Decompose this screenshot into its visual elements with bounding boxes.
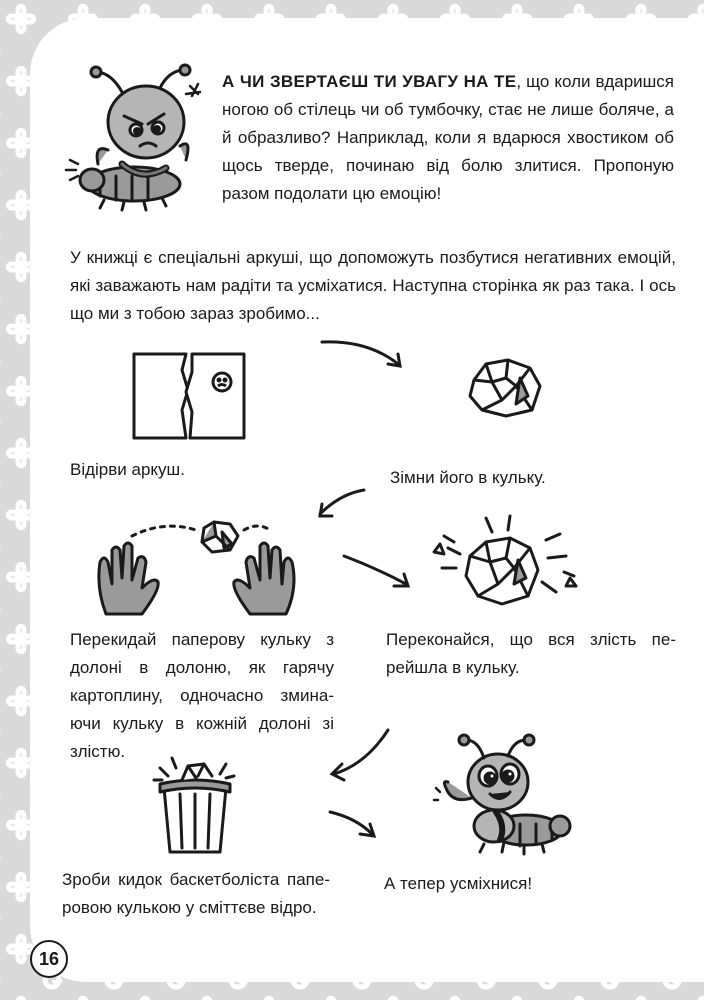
smiling-caterpillar-illustration [434,734,574,864]
step-5-caption: Зроби кидок баскетболіста паперовою кулькою у сміттєве відро. [62,870,330,917]
step-4-caption: Переконайся, що вся злість перейшла в кульку. [386,630,676,677]
arrow-1 [318,336,408,376]
step-1-caption: Відірви аркуш. [70,460,185,479]
instructions-paragraph-text: У книжці є спеціальні аркуші, що допоможуть позбутися негативних емоцій, які заважають нам радіти та усміхатися. Наступна сторінка як раз така. І ось що ми з тобою зараз зробимо... [70,248,676,323]
hands-tossing-ball-illustration [92,518,302,626]
torn-page-illustration [130,350,250,442]
angry-paper-ball-illustration [430,512,580,622]
trash-bin-illustration [150,754,240,858]
step-2-caption: Зімни його в кульку. [390,468,546,487]
arrow-3 [340,550,416,592]
crumpled-paper-ball-illustration [466,356,546,420]
step-6-caption: А тепер усміхнися! [384,874,533,893]
angry-caterpillar-illustration [64,64,216,214]
arrow-4 [326,726,396,782]
intro-body: , що коли вдаришся ногою об стілець чи об тумбочку, стає не лише боляче, а й образливо? Наприклад, коли я вдаpюся хвостиком об щось тверде, починаю від болю злитися. Пропоную разом подолати цю емоцію! [222,72,675,203]
intro-text [222,68,674,208]
page-number: 16 [30,940,68,978]
step-3-caption: Перекидай паперову кульку з долоні в долоню, як гарячу картоплину, одночасно зминаючи кульку в кожній долоні зі злістю. [70,630,334,761]
arrow-2 [310,484,370,524]
arrow-5 [326,806,382,842]
intro-lead: А ЧИ ЗВЕРТАЄШ ТИ УВАГУ НА ТЕ [222,72,517,91]
instructions-paragraph [70,244,676,328]
